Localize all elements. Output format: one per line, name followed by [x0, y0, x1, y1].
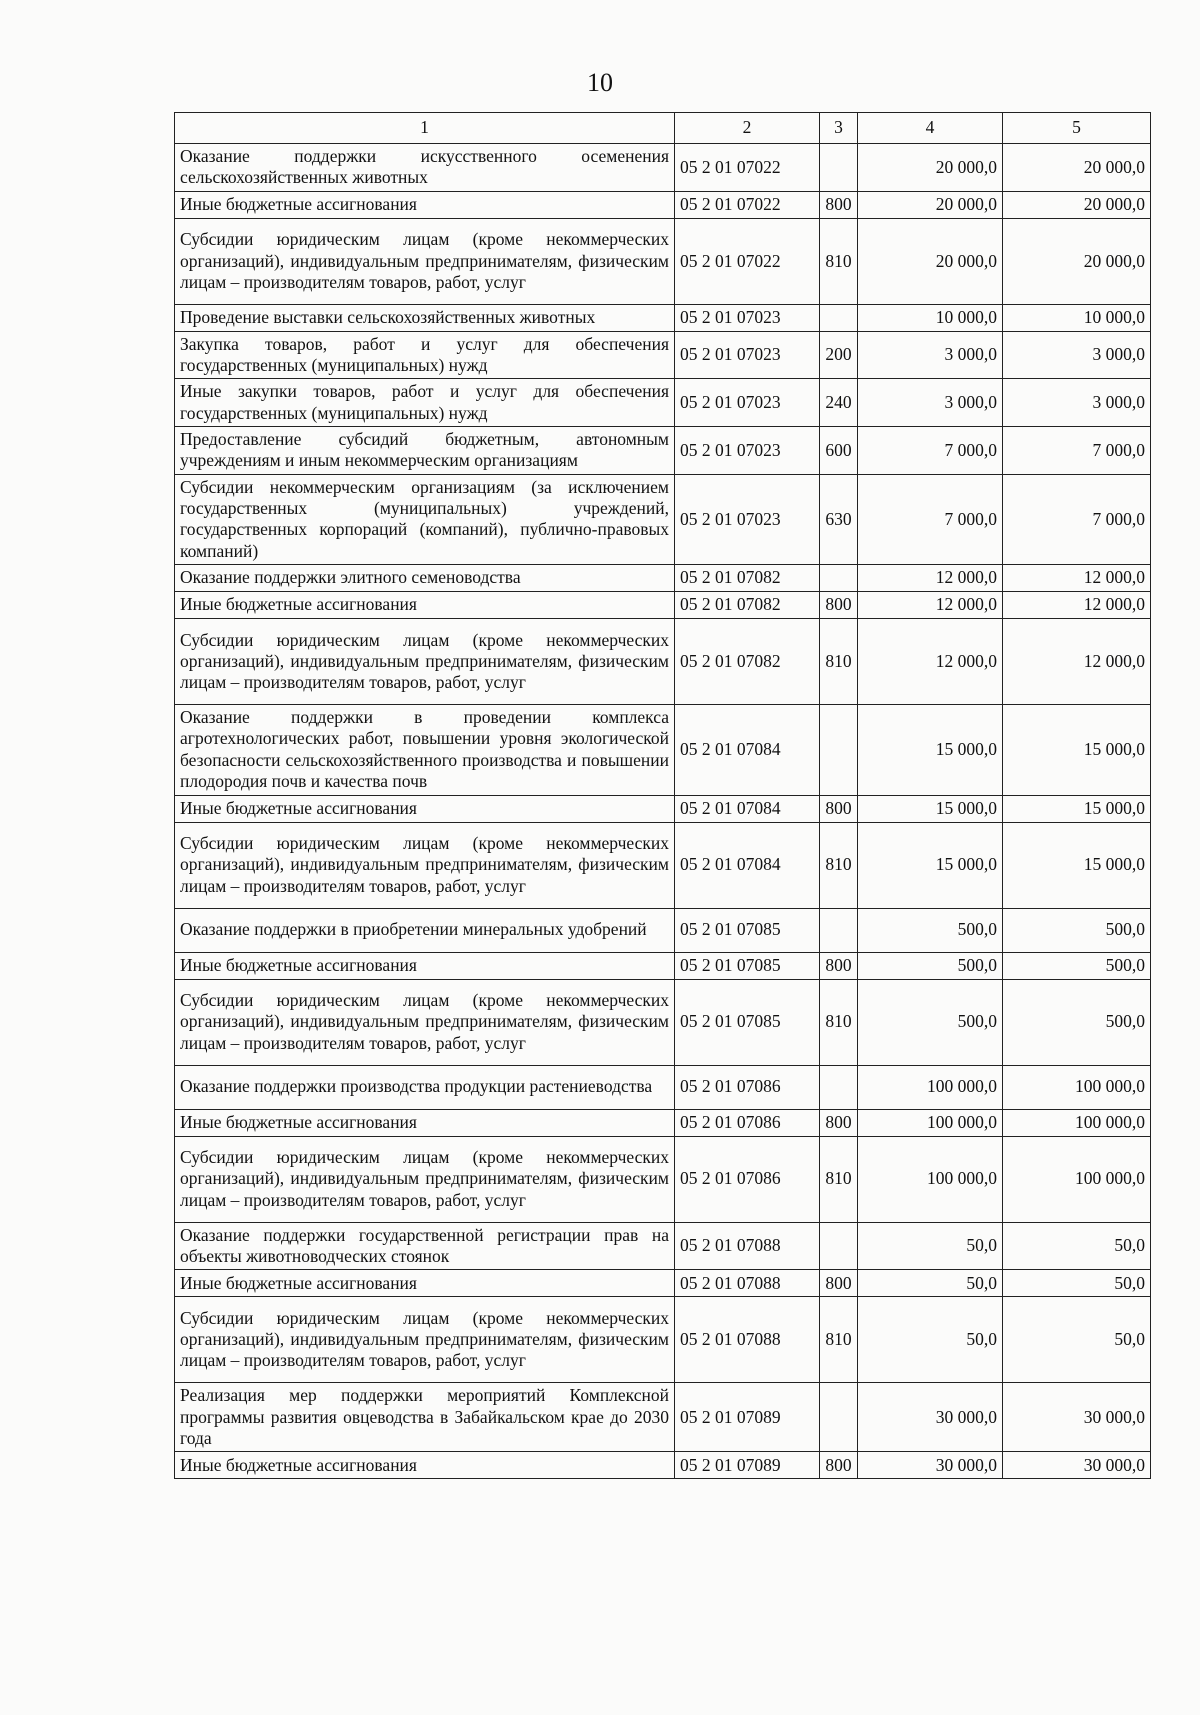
target-article-code: 05 2 01 07023 [675, 304, 820, 331]
expense-type-code: 800 [820, 1109, 858, 1136]
table-body [175, 144, 1151, 1479]
expense-type-code: 800 [820, 1270, 858, 1297]
table-row [175, 705, 1151, 795]
amount-column-5: 15 000,0 [1003, 822, 1151, 908]
expense-type-code: 600 [820, 427, 858, 475]
row-description: Оказание поддержки в проведении комплекса агротехнологических работ, повышении уровня экологической безопасности сельскохозяйственного производства и повышении плодородия почв и качества почв [175, 705, 675, 795]
amount-column-4: 10 000,0 [858, 304, 1003, 331]
table-row [175, 619, 1151, 705]
table-row [175, 144, 1151, 192]
expense-type-code: 800 [820, 952, 858, 979]
expense-type-code: 240 [820, 379, 858, 427]
table-row [175, 1136, 1151, 1222]
expense-type-code: 800 [820, 1452, 858, 1479]
target-article-code: 05 2 01 07082 [675, 619, 820, 705]
row-description: Оказание поддержки в приобретении минеральных удобрений [175, 908, 675, 952]
table-row [175, 379, 1151, 427]
target-article-code: 05 2 01 07086 [675, 1109, 820, 1136]
table-row [175, 191, 1151, 218]
expense-type-code: 810 [820, 218, 858, 304]
amount-column-5: 15 000,0 [1003, 795, 1151, 822]
amount-column-5: 12 000,0 [1003, 592, 1151, 619]
table-row [175, 565, 1151, 592]
row-description: Иные бюджетные ассигнования [175, 952, 675, 979]
amount-column-4: 12 000,0 [858, 592, 1003, 619]
expense-type-code [820, 1065, 858, 1109]
table-row [175, 592, 1151, 619]
row-description: Оказание поддержки производства продукции растениеводства [175, 1065, 675, 1109]
table-row [175, 1109, 1151, 1136]
amount-column-4: 7 000,0 [858, 474, 1003, 564]
amount-column-4: 7 000,0 [858, 427, 1003, 475]
target-article-code: 05 2 01 07088 [675, 1270, 820, 1297]
column-header-4: 4 [858, 113, 1003, 144]
amount-column-4: 12 000,0 [858, 619, 1003, 705]
target-article-code: 05 2 01 07023 [675, 331, 820, 379]
target-article-code: 05 2 01 07023 [675, 379, 820, 427]
amount-column-4: 100 000,0 [858, 1109, 1003, 1136]
row-description: Субсидии юридическим лицам (кроме некоммерческих организаций), индивидуальным предпринимателям, физическим лицам – производителям товаров, работ, услуг [175, 218, 675, 304]
expense-type-code: 810 [820, 1297, 858, 1383]
target-article-code: 05 2 01 07085 [675, 908, 820, 952]
row-description: Проведение выставки сельскохозяйственных животных [175, 304, 675, 331]
amount-column-5: 500,0 [1003, 979, 1151, 1065]
expense-type-code [820, 144, 858, 192]
expense-type-code [820, 304, 858, 331]
amount-column-5: 30 000,0 [1003, 1452, 1151, 1479]
expense-type-code: 200 [820, 331, 858, 379]
expense-type-code: 800 [820, 795, 858, 822]
amount-column-4: 15 000,0 [858, 822, 1003, 908]
expense-type-code: 810 [820, 1136, 858, 1222]
column-header-2: 2 [675, 113, 820, 144]
amount-column-5: 500,0 [1003, 908, 1151, 952]
table-row [175, 1297, 1151, 1383]
target-article-code: 05 2 01 07088 [675, 1297, 820, 1383]
target-article-code: 05 2 01 07082 [675, 565, 820, 592]
row-description: Предоставление субсидий бюджетным, автономным учреждениям и иным некоммерческим организациям [175, 427, 675, 475]
expense-type-code [820, 908, 858, 952]
amount-column-4: 15 000,0 [858, 705, 1003, 795]
row-description: Иные бюджетные ассигнования [175, 191, 675, 218]
column-header-1: 1 [175, 113, 675, 144]
amount-column-4: 500,0 [858, 952, 1003, 979]
table-row [175, 1270, 1151, 1297]
row-description: Закупка товаров, работ и услуг для обеспечения государственных (муниципальных) нужд [175, 331, 675, 379]
row-description: Иные бюджетные ассигнования [175, 592, 675, 619]
target-article-code: 05 2 01 07086 [675, 1065, 820, 1109]
expense-type-code: 630 [820, 474, 858, 564]
row-description: Иные бюджетные ассигнования [175, 1452, 675, 1479]
column-header-3: 3 [820, 113, 858, 144]
row-description: Оказание поддержки элитного семеноводства [175, 565, 675, 592]
expense-type-code [820, 565, 858, 592]
row-description: Субсидии юридическим лицам (кроме некоммерческих организаций), индивидуальным предпринимателям, физическим лицам – производителям товаров, работ, услуг [175, 822, 675, 908]
row-description: Субсидии некоммерческим организациям (за исключением государственных (муниципальных) учреждений, государственных корпораций (компаний), публично-правовых компаний) [175, 474, 675, 564]
target-article-code: 05 2 01 07022 [675, 144, 820, 192]
target-article-code: 05 2 01 07085 [675, 952, 820, 979]
expense-type-code: 810 [820, 619, 858, 705]
amount-column-5: 20 000,0 [1003, 218, 1151, 304]
table-row [175, 474, 1151, 564]
amount-column-5: 3 000,0 [1003, 379, 1151, 427]
row-description: Реализация мер поддержки мероприятий Комплексной программы развития овцеводства в Забайкальском крае до 2030 года [175, 1383, 675, 1452]
row-description: Иные закупки товаров, работ и услуг для обеспечения государственных (муниципальных) нужд [175, 379, 675, 427]
target-article-code: 05 2 01 07084 [675, 705, 820, 795]
amount-column-4: 30 000,0 [858, 1452, 1003, 1479]
target-article-code: 05 2 01 07089 [675, 1383, 820, 1452]
table-row [175, 427, 1151, 475]
expense-type-code [820, 1383, 858, 1452]
column-header-5: 5 [1003, 113, 1151, 144]
budget-table [174, 112, 1151, 1479]
table-header-row [175, 113, 1151, 144]
amount-column-4: 3 000,0 [858, 331, 1003, 379]
target-article-code: 05 2 01 07023 [675, 427, 820, 475]
amount-column-4: 12 000,0 [858, 565, 1003, 592]
amount-column-5: 100 000,0 [1003, 1136, 1151, 1222]
amount-column-5: 12 000,0 [1003, 565, 1151, 592]
target-article-code: 05 2 01 07084 [675, 822, 820, 908]
amount-column-5: 500,0 [1003, 952, 1151, 979]
target-article-code: 05 2 01 07023 [675, 474, 820, 564]
table-row [175, 822, 1151, 908]
amount-column-4: 20 000,0 [858, 144, 1003, 192]
row-description: Оказание поддержки искусственного осеменения сельскохозяйственных животных [175, 144, 675, 192]
amount-column-4: 3 000,0 [858, 379, 1003, 427]
table-row [175, 1452, 1151, 1479]
expense-type-code: 810 [820, 979, 858, 1065]
row-description: Иные бюджетные ассигнования [175, 1109, 675, 1136]
table-row [175, 304, 1151, 331]
row-description: Оказание поддержки государственной регистрации прав на объекты животноводческих стоянок [175, 1222, 675, 1270]
amount-column-4: 50,0 [858, 1297, 1003, 1383]
amount-column-4: 50,0 [858, 1222, 1003, 1270]
target-article-code: 05 2 01 07089 [675, 1452, 820, 1479]
amount-column-4: 20 000,0 [858, 218, 1003, 304]
amount-column-4: 20 000,0 [858, 191, 1003, 218]
row-description: Иные бюджетные ассигнования [175, 1270, 675, 1297]
target-article-code: 05 2 01 07022 [675, 218, 820, 304]
amount-column-5: 50,0 [1003, 1270, 1151, 1297]
amount-column-5: 20 000,0 [1003, 144, 1151, 192]
table-row [175, 952, 1151, 979]
amount-column-4: 50,0 [858, 1270, 1003, 1297]
table-row [175, 1222, 1151, 1270]
expense-type-code: 800 [820, 592, 858, 619]
amount-column-4: 15 000,0 [858, 795, 1003, 822]
amount-column-4: 100 000,0 [858, 1136, 1003, 1222]
row-description: Иные бюджетные ассигнования [175, 795, 675, 822]
amount-column-5: 12 000,0 [1003, 619, 1151, 705]
table-row [175, 1065, 1151, 1109]
table-row [175, 979, 1151, 1065]
amount-column-5: 20 000,0 [1003, 191, 1151, 218]
amount-column-4: 100 000,0 [858, 1065, 1003, 1109]
target-article-code: 05 2 01 07085 [675, 979, 820, 1065]
table-row [175, 331, 1151, 379]
row-description: Субсидии юридическим лицам (кроме некоммерческих организаций), индивидуальным предпринимателям, физическим лицам – производителям товаров, работ, услуг [175, 979, 675, 1065]
amount-column-4: 500,0 [858, 979, 1003, 1065]
row-description: Субсидии юридическим лицам (кроме некоммерческих организаций), индивидуальным предпринимателям, физическим лицам – производителям товаров, работ, услуг [175, 1136, 675, 1222]
amount-column-4: 30 000,0 [858, 1383, 1003, 1452]
table-row [175, 908, 1151, 952]
row-description: Субсидии юридическим лицам (кроме некоммерческих организаций), индивидуальным предпринимателям, физическим лицам – производителям товаров, работ, услуг [175, 1297, 675, 1383]
amount-column-5: 100 000,0 [1003, 1065, 1151, 1109]
target-article-code: 05 2 01 07084 [675, 795, 820, 822]
amount-column-5: 10 000,0 [1003, 304, 1151, 331]
amount-column-5: 7 000,0 [1003, 427, 1151, 475]
target-article-code: 05 2 01 07082 [675, 592, 820, 619]
amount-column-5: 50,0 [1003, 1297, 1151, 1383]
table-row [175, 1383, 1151, 1452]
expense-type-code [820, 1222, 858, 1270]
amount-column-5: 15 000,0 [1003, 705, 1151, 795]
table-row [175, 795, 1151, 822]
table-row [175, 218, 1151, 304]
target-article-code: 05 2 01 07086 [675, 1136, 820, 1222]
target-article-code: 05 2 01 07088 [675, 1222, 820, 1270]
amount-column-5: 7 000,0 [1003, 474, 1151, 564]
expense-type-code: 800 [820, 191, 858, 218]
amount-column-5: 30 000,0 [1003, 1383, 1151, 1452]
expense-type-code [820, 705, 858, 795]
target-article-code: 05 2 01 07022 [675, 191, 820, 218]
amount-column-5: 3 000,0 [1003, 331, 1151, 379]
row-description: Субсидии юридическим лицам (кроме некоммерческих организаций), индивидуальным предпринимателям, физическим лицам – производителям товаров, работ, услуг [175, 619, 675, 705]
amount-column-5: 100 000,0 [1003, 1109, 1151, 1136]
amount-column-4: 500,0 [858, 908, 1003, 952]
page-number: 10 [587, 68, 613, 97]
expense-type-code: 810 [820, 822, 858, 908]
amount-column-5: 50,0 [1003, 1222, 1151, 1270]
